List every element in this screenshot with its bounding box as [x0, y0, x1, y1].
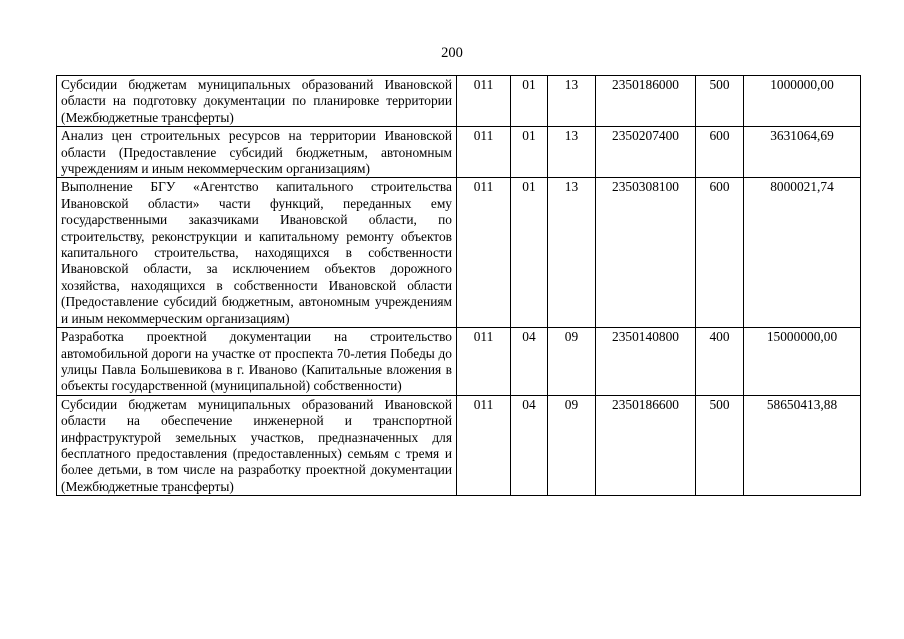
amount: 1000000,00 — [744, 76, 861, 127]
expense-type-code: 600 — [696, 127, 744, 178]
budget-table — [56, 75, 861, 496]
row-description: Разработка проектной документации на строительство автомобильной дороги на участке от проспекта 70-летия Победы до улицы Павла Большевикова в г. Иваново (Капитальные вложения в объекты государственной (муниципальной) собственности) — [57, 328, 457, 396]
row-description: Анализ цен строительных ресурсов на территории Ивановской области (Предоставление субсидий бюджетным, автономным учреждениям и иным некоммерческим организациям) — [57, 127, 457, 178]
section-code: 01 — [511, 76, 548, 127]
section-code: 01 — [511, 178, 548, 328]
table-row — [57, 127, 861, 178]
ministry-code: 011 — [457, 328, 511, 396]
subsection-code: 13 — [548, 76, 596, 127]
table-row — [57, 178, 861, 328]
ministry-code: 011 — [457, 127, 511, 178]
subsection-code: 13 — [548, 127, 596, 178]
expense-type-code: 600 — [696, 178, 744, 328]
page-number: 200 — [441, 45, 463, 61]
amount: 15000000,00 — [744, 328, 861, 396]
ministry-code: 011 — [457, 178, 511, 328]
subsection-code: 13 — [548, 178, 596, 328]
ministry-code: 011 — [457, 76, 511, 127]
expense-type-code: 500 — [696, 395, 744, 495]
target-item-code: 2350186600 — [596, 395, 696, 495]
subsection-code: 09 — [548, 328, 596, 396]
target-item-code: 2350308100 — [596, 178, 696, 328]
subsection-code: 09 — [548, 395, 596, 495]
amount: 58650413,88 — [744, 395, 861, 495]
target-item-code: 2350186000 — [596, 76, 696, 127]
amount: 3631064,69 — [744, 127, 861, 178]
table-row — [57, 395, 861, 495]
section-code: 04 — [511, 395, 548, 495]
row-description: Субсидии бюджетам муниципальных образований Ивановской области на обеспечение инженерной и транспортной инфраструктурой земельных участков, предназначенных для бесплатного предоставления (предоставленных) семьям с тремя и более детьми, в том числе на разработку проектной документации (Межбюджетные трансферты) — [57, 395, 457, 495]
target-item-code: 2350207400 — [596, 127, 696, 178]
table-row — [57, 328, 861, 396]
row-description: Выполнение БГУ «Агентство капитального строительства Ивановской области» части функций, переданных ему государственными заказчиками Ивановской области, по строительству, реконструкции и капитальному ремонту объектов капитального строительства, находящихся в собственности Ивановской области, за исключением объектов дорожного хозяйства, находящихся в собственности Ивановской области (Предоставление субсидий бюджетным, автономным учреждениям и иным некоммерческим организациям) — [57, 178, 457, 328]
amount: 8000021,74 — [744, 178, 861, 328]
section-code: 01 — [511, 127, 548, 178]
table-row — [57, 76, 861, 127]
ministry-code: 011 — [457, 395, 511, 495]
expense-type-code: 500 — [696, 76, 744, 127]
section-code: 04 — [511, 328, 548, 396]
expense-type-code: 400 — [696, 328, 744, 396]
row-description: Субсидии бюджетам муниципальных образований Ивановской области на подготовку документации по планировке территории (Межбюджетные трансферты) — [57, 76, 457, 127]
target-item-code: 2350140800 — [596, 328, 696, 396]
